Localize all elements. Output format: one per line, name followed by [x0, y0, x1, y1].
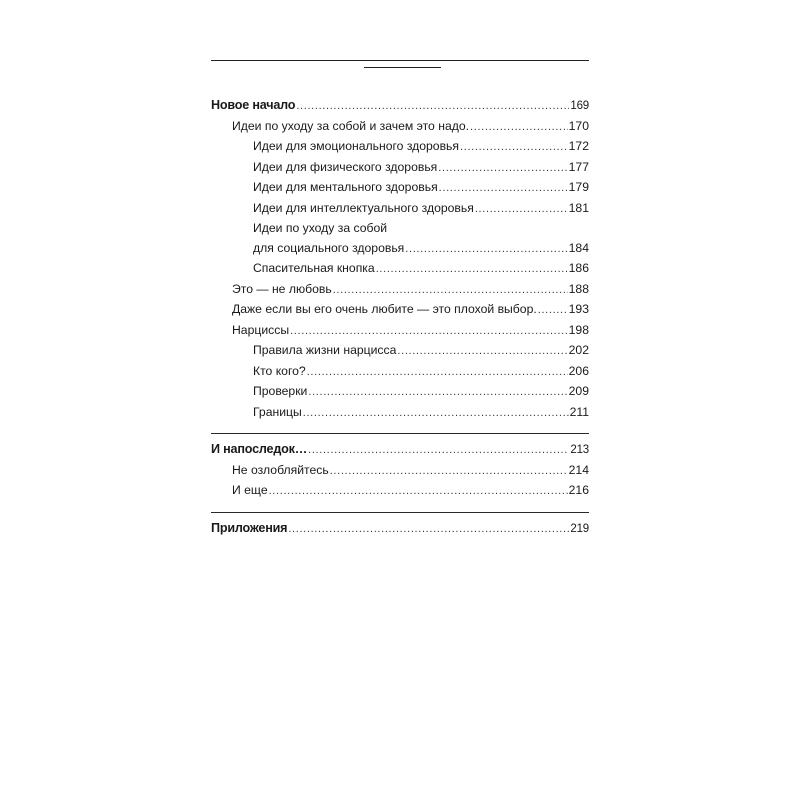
- toc-section-finally: [211, 433, 589, 502]
- toc-entry-page: 219: [570, 522, 589, 535]
- dot-leader: [269, 481, 568, 502]
- toc-entry: [211, 403, 589, 424]
- toc-entry-page: 213: [570, 444, 589, 456]
- dot-leader: [296, 96, 569, 117]
- dot-leader: [308, 440, 569, 461]
- table-of-contents: [211, 96, 589, 539]
- toc-entry: [211, 137, 589, 158]
- toc-entry-page: 170: [568, 118, 589, 133]
- toc-entry-page: 188: [568, 281, 589, 296]
- toc-entry-page: 198: [568, 322, 589, 337]
- toc-entry-title-line1: Идеи по уходу за собой: [253, 221, 388, 235]
- dot-leader: [288, 519, 569, 540]
- toc-entry-title: Правила жизни нарцисса: [253, 343, 397, 357]
- toc-entry-title: Приложения: [211, 520, 288, 535]
- dot-leader: [333, 280, 568, 301]
- toc-section-new-beginning: [211, 96, 589, 423]
- dot-leader: [470, 117, 568, 138]
- toc-entry: [211, 481, 589, 502]
- toc-entry-page: 206: [568, 363, 589, 378]
- toc-entry: [211, 158, 589, 179]
- dot-leader: [330, 461, 568, 482]
- dot-leader: [397, 341, 567, 362]
- toc-entry-title: Спасительная кнопка: [253, 261, 375, 275]
- toc-entry: [211, 341, 589, 362]
- toc-section-appendices: [211, 512, 589, 540]
- toc-entry: [211, 519, 589, 540]
- toc-entry-title: И напоследок…: [211, 442, 308, 456]
- toc-entry-title: Кто кого?: [253, 363, 306, 378]
- toc-entry-title: Новое начало: [211, 98, 296, 112]
- toc-entry-title: Проверки: [253, 384, 308, 398]
- toc-entry-page: 193: [568, 302, 589, 316]
- toc-entry-title: Идеи для эмоционального здоровья: [253, 139, 460, 153]
- toc-entry-title: Не озлобляйтесь: [232, 462, 329, 477]
- toc-entry-title: Идеи для интеллектуального здоровья: [253, 200, 474, 215]
- toc-entry-page: 186: [568, 261, 589, 275]
- toc-entry-title: Идеи для физического здоровья: [253, 159, 438, 174]
- dot-leader: [538, 300, 568, 321]
- toc-entry-title: Даже если вы его очень любите — это плохой выбор.: [232, 302, 537, 316]
- toc-entry-title: Нарциссы: [232, 322, 290, 337]
- toc-entry-title: И еще: [232, 483, 268, 497]
- toc-entry-page: 172: [568, 139, 589, 153]
- header-short-rule: [364, 67, 441, 68]
- toc-entry-multiline: [211, 219, 589, 259]
- toc-entry-page: 179: [568, 180, 589, 194]
- toc-entry-page: 216: [568, 483, 589, 497]
- header-rule: [211, 60, 589, 61]
- toc-entry-page: 211: [569, 404, 589, 419]
- toc-entry-page: 214: [568, 462, 589, 477]
- toc-entry: [211, 382, 589, 403]
- toc-entry-title-line2: для социального здоровья: [253, 240, 405, 255]
- toc-entry: [211, 117, 589, 138]
- toc-entry-title: Это — не любовь: [232, 281, 332, 296]
- toc-entry-page: 202: [568, 343, 589, 357]
- dot-leader: [438, 158, 567, 179]
- dot-leader: [303, 403, 569, 424]
- toc-entry-title: Идеи для ментального здоровья: [253, 180, 438, 194]
- toc-entry-page: 209: [568, 384, 589, 398]
- toc-entry-title: Идеи по уходу за собой и зачем это надо.: [232, 118, 470, 133]
- toc-entry: [211, 461, 589, 482]
- dot-leader: [405, 239, 567, 260]
- toc-entry: [211, 362, 589, 383]
- dot-leader: [439, 178, 568, 199]
- toc-entry-page: 181: [568, 200, 589, 215]
- dot-leader: [308, 382, 567, 403]
- toc-entry-title: Границы: [253, 404, 302, 419]
- toc-entry: [211, 178, 589, 199]
- dot-leader: [460, 137, 568, 158]
- toc-entry: [211, 199, 589, 220]
- toc-entry: [211, 321, 589, 342]
- toc-entry: [211, 300, 589, 321]
- toc-entry-row: [253, 239, 589, 260]
- dot-leader: [290, 321, 568, 342]
- toc-entry-page: 184: [568, 240, 589, 255]
- toc-entry-page: 177: [568, 159, 589, 174]
- toc-entry: [211, 280, 589, 301]
- dot-leader: [307, 362, 568, 383]
- dot-leader: [475, 199, 568, 220]
- toc-entry-page: 169: [570, 100, 589, 112]
- toc-entry: [211, 96, 589, 117]
- dot-leader: [376, 259, 568, 280]
- toc-entry: [211, 259, 589, 280]
- toc-entry: [211, 440, 589, 461]
